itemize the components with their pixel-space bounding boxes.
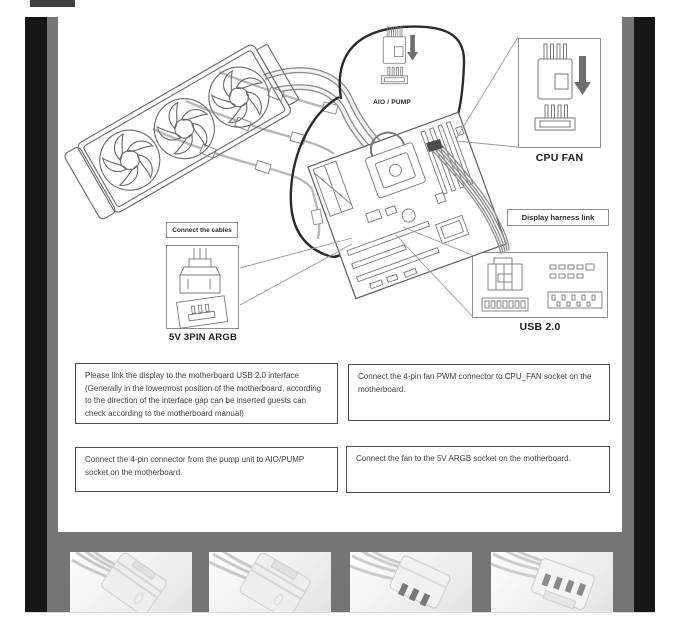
note-argb: Connect the fan to the 5V ARGB socket on the motherboard.	[346, 446, 610, 493]
arrowhead-up-icon	[342, 235, 356, 251]
pump-connector-body	[238, 552, 311, 612]
routing-cable-top	[340, 27, 464, 125]
routing-cable-left	[291, 97, 349, 257]
chipset-heatsink	[435, 215, 468, 243]
pcie-slot	[347, 221, 430, 255]
connector-photo-3	[350, 552, 472, 612]
cpu-water-block	[365, 142, 426, 199]
ram-slot	[421, 131, 447, 194]
note-aio-pump: Connect the 4-pin connector from the pump unit to AIO/PUMP socket on the motherboard.	[75, 447, 338, 492]
display-harness-tag	[507, 209, 609, 226]
photo-right-black-border	[634, 17, 655, 612]
pump-tube-loop	[366, 128, 404, 157]
photo-bottom-edge	[25, 612, 655, 613]
aio-pump-label: AIO / PUMP	[373, 99, 411, 106]
usb-label: USB 2.0	[519, 321, 561, 333]
io-shroud	[313, 161, 353, 216]
instruction-sheet	[58, 17, 622, 532]
display-harness-label: Display harness link	[521, 213, 595, 222]
connect-cables-tag	[166, 222, 238, 238]
ram-slot	[446, 122, 472, 185]
inline-cable-connectors	[200, 87, 338, 225]
cpu-fan-header	[456, 126, 464, 136]
arrowhead-down-icon	[448, 122, 461, 139]
fan-2	[143, 88, 225, 170]
fan-1	[89, 119, 171, 201]
cmos-battery	[400, 207, 417, 224]
connector-photo-2	[209, 552, 331, 612]
cpu-fan-callout-box	[518, 38, 601, 148]
down-arrow-icon	[407, 35, 418, 61]
usb-callout-box	[472, 252, 608, 318]
cropped-top-element	[30, 0, 75, 7]
ram-slot	[438, 125, 464, 188]
connect-cables-label: Connect the cables	[172, 226, 232, 234]
pcie-slot	[357, 248, 440, 282]
harness-bundle	[426, 139, 443, 152]
argb-label: 5V 3PIN ARGB	[168, 332, 238, 343]
ram-slot	[429, 128, 455, 191]
display-harness-ribbon	[430, 144, 509, 254]
connector-photo-1	[70, 552, 192, 612]
radiator-and-fans	[62, 37, 303, 222]
note-usb: Please link the display to the motherboard USB 2.0 interface (Generally in the lowermost position of the motherboard, according to the direction of the interface gap can be inserted guests can check according to the motherboard manual)	[75, 363, 338, 424]
fan-cables	[153, 72, 334, 239]
pcie-slot	[352, 245, 406, 269]
note-cpu-fan: Connect the 4-pin fan PWM connector to CPU_FAN socket on the motherboard.	[348, 364, 610, 421]
fan-connector-body	[530, 558, 596, 612]
aio-pump-connector-drawing	[381, 27, 418, 84]
argb-callout-box	[166, 245, 239, 329]
cpu-fan-label: CPU FAN	[535, 152, 584, 164]
connector-photo-4	[491, 552, 613, 612]
photo-left-black-border	[25, 17, 47, 612]
argb-header	[370, 280, 383, 289]
coolant-tubes	[264, 70, 394, 164]
usb-header	[387, 274, 398, 282]
fan-3	[198, 56, 280, 138]
